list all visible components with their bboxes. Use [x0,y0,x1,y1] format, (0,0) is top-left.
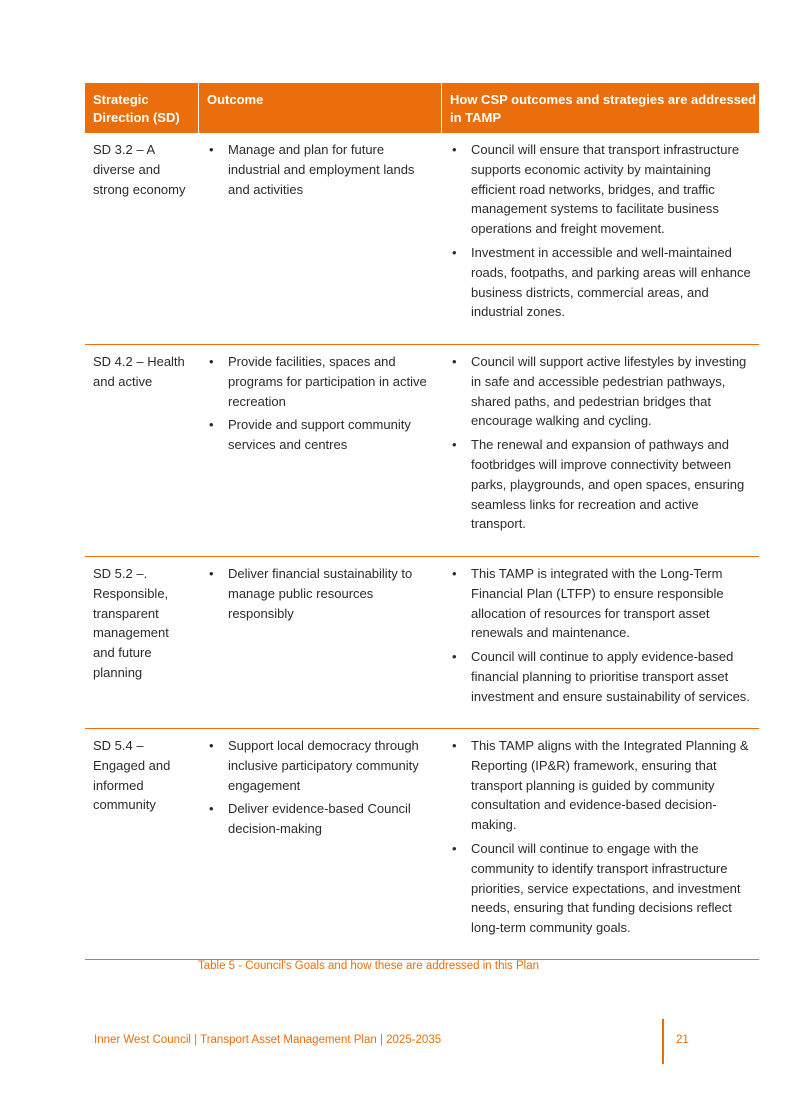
outcome-cell [198,133,441,344]
strategy-cell [441,133,759,344]
table-row [85,729,759,960]
list-item: • Investment in accessible and well-maintained roads, footpaths, and parking areas will enhance business districts, commercial areas, and industrial zones. [452,244,751,320]
outcome-cell [198,557,441,728]
bullet-icon: • [452,437,457,453]
list-item: • Manage and plan for future industrial and employment lands and activities [209,142,415,197]
strategy-cell [441,345,759,556]
table-row [85,133,759,345]
list-item: • Deliver evidence-based Council decision-making [209,801,411,837]
bullet-icon: • [452,840,457,856]
bullet-icon: • [452,142,457,157]
list-item: • Deliver financial sustainability to manage public resources responsibly [209,566,413,621]
strategy-cell [441,557,759,728]
direction-cell: SD 5.2 –. Responsible, transparent management and future planning [93,566,169,680]
table-row [85,557,759,729]
bullet-icon: • [452,738,457,753]
list-item: • Council will ensure that transport infrastructure supports economic activity by maintaining efficient road networks, bridges, and traffic management systems to facilitate business operations and freight movement. [452,142,740,237]
table-row [85,345,759,557]
bullet-icon: • [452,354,457,369]
bullet-icon: • [209,801,214,817]
outcome-cell [198,729,441,959]
bullet-icon: • [209,354,214,369]
list-item: • Council will continue to engage with the community to identify transport infrastructure priorities, service expectations, and investment needs, ensuring that funding decisions reflect long-term community goals. [452,840,741,936]
list-item: • Provide and support community services and centres [209,417,411,453]
header-strategic-direction: Strategic Direction (SD) [93,92,180,125]
list-item: • This TAMP aligns with the Integrated Planning & Reporting (IP&R) framework, ensuring that transport planning is guided by community consultation and evidence-based decision-making. [452,738,749,833]
direction-cell: SD 4.2 – Health and active [93,354,185,389]
header-strategies: How CSP outcomes and strategies are addressed in TAMP [441,83,759,133]
list-item: • Provide facilities, spaces and programs for participation in active recreation [209,354,427,409]
bullet-icon: • [452,244,457,260]
list-item: • Council will continue to apply evidence-based financial planning to prioritise transport asset investment and ensure sustainability of services. [452,649,750,704]
bullet-icon: • [209,417,214,433]
list-item: • The renewal and expansion of pathways and footbridges will improve connectivity between parks, playgrounds, and open spaces, ensuring seamless links for recreation and active transport. [452,437,745,532]
outcome-cell [198,345,441,556]
bullet-icon: • [209,142,214,157]
direction-cell: SD 3.2 – A diverse and strong economy [93,142,186,197]
footer-text: Inner West Council | Transport Asset Management Plan | 2025-2035 [94,1034,442,1046]
list-item: • This TAMP is integrated with the Long-Term Financial Plan (LTFP) to ensure responsible allocation of resources for transport asset renewals and maintenance. [452,566,724,641]
header-outcome: Outcome [198,83,441,133]
list-item: • Council will support active lifestyles by investing in safe and accessible pedestrian pathways, shared paths, and pedestrian bridges that encourage walking and cycling. [452,354,747,429]
direction-cell: SD 5.4 – Engaged and informed community [93,738,171,813]
bullet-icon: • [452,649,457,665]
page-number: 21 [676,1034,689,1046]
list-item: • Support local democracy through inclusive participatory community engagement [209,738,419,793]
strategy-cell [441,729,759,959]
goals-table [85,83,759,960]
table-header [85,83,759,133]
footer-divider [662,1019,664,1064]
bullet-icon: • [209,738,214,753]
bullet-icon: • [452,566,457,581]
bullet-icon: • [209,566,214,581]
table-caption: Table 5 - Council's Goals and how these are addressed in this Plan [198,960,540,972]
